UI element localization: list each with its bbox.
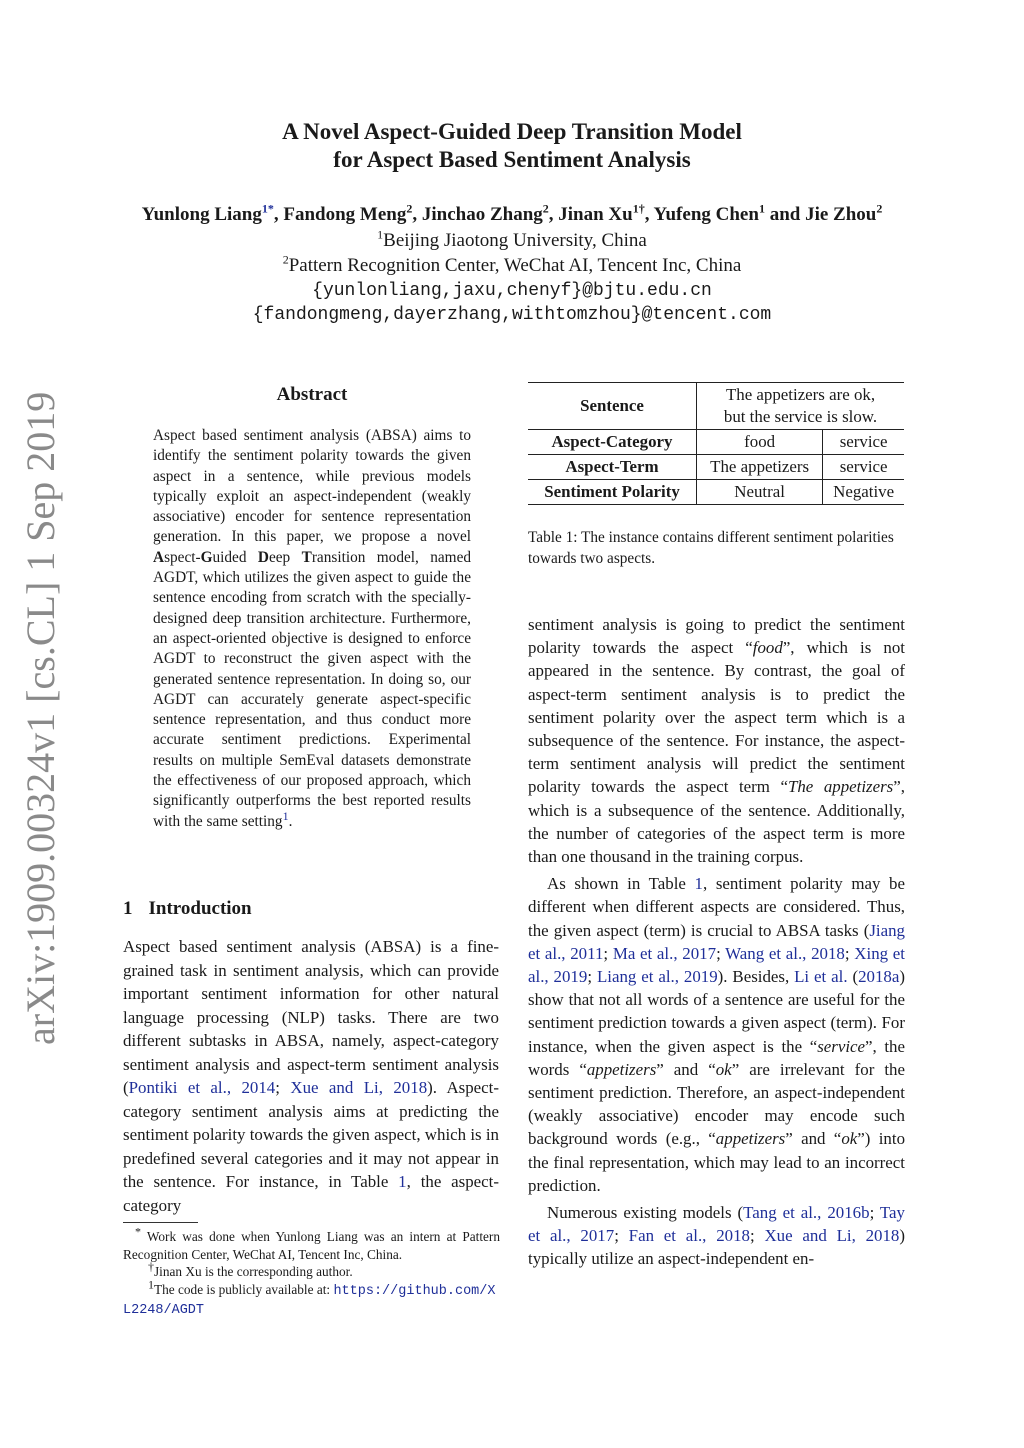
footnote-mark: 1	[148, 1277, 154, 1292]
author-sup: 2	[406, 201, 413, 216]
footnotes	[123, 1224, 500, 1320]
paragraph	[528, 872, 905, 1197]
table-cell: food	[697, 430, 823, 455]
table-row	[528, 480, 904, 505]
separator: ,	[412, 204, 422, 225]
footnote-mark: *	[135, 1224, 141, 1239]
separator: ,	[644, 204, 654, 225]
footnote-text: The code is publicly available at:	[154, 1281, 334, 1297]
body-text: sentiment analysis is going to predict the sentiment polarity towards the aspect “	[528, 615, 905, 658]
body-text: ) typically utilize an aspect-independent en-	[528, 1226, 905, 1269]
body-text: ” and “	[785, 1129, 842, 1149]
author-name: Yunlong Liang	[141, 204, 262, 225]
abstract-bold: T	[301, 548, 312, 566]
body-text: ) show that not all words of a sentence are useful for the sentiment prediction towards a given aspect (term). For instance, when the given aspect is the “	[528, 967, 905, 1056]
body-text: ;	[844, 943, 855, 963]
author-name: Fandong Meng	[283, 204, 407, 225]
body-text: Numerous existing models (	[547, 1203, 744, 1223]
paragraph	[528, 613, 905, 868]
author-name: Jinan Xu	[558, 204, 633, 225]
email-1: {yunlonliang,jaxu,chenyf}@bjtu.edu.cn	[312, 281, 712, 301]
body-text: ”, which is not appeared in the sentence. By contrast, the goal of aspect-term sentiment analysis is to predict the sentiment polarity over the aspect term which is a subsequence of the sentence. For instance, the aspect-term sentiment analysis will predict the sentiment polarity towards the aspect term “	[528, 638, 905, 797]
citation-link[interactable]: Xue and Li, 2018	[290, 1078, 428, 1097]
table-row-label: Aspect-Term	[528, 455, 697, 480]
body-text: (	[847, 967, 859, 987]
body-text: ”, which is a subsequence of the sentence. Additionally, the number of categories of the aspect term is more than one thousand in the training corpus.	[528, 777, 905, 867]
body-text: ;	[587, 967, 597, 987]
abstract-bold: G	[200, 548, 213, 566]
section-title: Introduction	[148, 898, 252, 919]
body-text: ;	[869, 1203, 880, 1223]
table-cell: The appetizers	[697, 455, 823, 480]
citation-link[interactable]: Jiang et al., 2011	[528, 920, 905, 963]
table-row	[528, 455, 904, 480]
author-name: Yufeng Chen	[653, 204, 759, 225]
citation-link[interactable]: Pontiki et al., 2014	[128, 1078, 276, 1097]
body-text: ). Aspect-category sentiment analysis aims at predicting the sentiment polarity towards the given aspect, which is in predefined several categories and it may not appear in the sentence. For instance, in Table	[123, 1078, 499, 1191]
author-name: Jie Zhou	[805, 204, 877, 225]
intro-left-paragraph	[123, 935, 499, 1217]
table-cell	[697, 383, 905, 430]
footnote-2	[123, 1259, 500, 1281]
body-text: , sentiment polarity may be different when different aspects are considered. Thus, the given aspect (term) is crucial to ABSA tasks (	[528, 874, 905, 940]
body-text: ”, the words “	[528, 1036, 905, 1079]
abstract-bold: A	[153, 548, 165, 566]
body-text: ). Besides,	[717, 967, 795, 987]
table-cell: Neutral	[697, 480, 823, 505]
citation-link[interactable]: Ma et al., 2017	[612, 943, 717, 963]
email-2: {fandongmeng,dayerzhang,withtomzhou}@tencent.com	[252, 305, 772, 325]
footnote-text: Jinan Xu is the corresponding author.	[154, 1264, 353, 1279]
body-text: ” are irrelevant for the sentiment prediction. Therefore, an aspect-independent (weakly associative) encoder may encode such background words (e.g., “	[528, 1059, 905, 1149]
citation-link[interactable]: Fan et al., 2018	[628, 1226, 750, 1246]
table-row-label: Sentence	[528, 383, 697, 430]
table-cell: service	[823, 455, 904, 480]
affiliation-sup: 2	[282, 252, 289, 267]
table-ref-link[interactable]: 1	[694, 874, 703, 894]
intro-right-column	[528, 613, 905, 1271]
author-sup: 2	[876, 201, 883, 216]
affiliation-text: Pattern Recognition Center, WeChat AI, Tencent Inc, China	[288, 255, 742, 276]
affiliation-sup: 1	[377, 227, 384, 242]
citation-link[interactable]: 2018a	[858, 967, 900, 987]
table-cell-line: The appetizers are ok,	[725, 385, 876, 404]
author-name: Jinchao Zhang	[421, 204, 543, 225]
citation-link[interactable]: Tang et al., 2016b	[743, 1203, 870, 1223]
body-italic: ok	[715, 1059, 732, 1079]
body-text: ;	[716, 943, 726, 963]
body-text: Aspect based sentiment analysis (ABSA) is a fine-grained task in sentiment analysis, which can provide important sentiment information for other natural language processing (NLP) tasks. There are two different subtasks in ABSA, namely, aspect-category sentiment analysis and aspect-term sentiment analysis (	[123, 937, 499, 1097]
author-sup: 1	[758, 201, 765, 216]
body-text: ;	[614, 1226, 629, 1246]
affiliation-text: Beijing Jiaotong University, China	[383, 230, 647, 251]
abstract-text	[153, 426, 471, 832]
author-sup: 1*	[261, 201, 274, 216]
table-1	[528, 382, 904, 505]
body-text: ;	[275, 1078, 291, 1097]
abstract-part: Aspect based sentiment analysis (ABSA) aims to identify the sentiment polarity towards the given aspect in a sentence, while previous models typically exploit an aspect-independent (weakly associative) encoder for sentence representation generation. In this paper, we propose a novel	[153, 427, 471, 546]
paper-title-line2: for Aspect Based Sentiment Analysis	[333, 147, 691, 172]
abstract-part: .	[288, 812, 293, 830]
footnote-text: Work was done when Yunlong Liang was an intern at Pattern Recognition Center, WeChat AI, Tencent Inc, China.	[123, 1229, 500, 1262]
body-italic: food	[752, 638, 783, 658]
abstract-part: uided	[212, 548, 258, 566]
citation-link[interactable]: Xing et al., 2019	[528, 943, 905, 987]
code-url-link[interactable]: https://github.com/XL2248/AGDT	[123, 1283, 496, 1318]
abstract-heading: Abstract	[276, 384, 348, 405]
body-italic: appetizers	[586, 1059, 657, 1079]
footnote-mark: †	[148, 1259, 154, 1274]
paper-title	[0, 118, 1024, 174]
body-italic: ok	[841, 1129, 858, 1149]
citation-link[interactable]: Wang et al., 2018	[725, 943, 845, 963]
author-list	[0, 201, 1024, 226]
arxiv-stamp: arXiv:1909.00324v1 [cs.CL] 1 Sep 2019	[18, 391, 63, 1045]
table-cell: Negative	[823, 480, 904, 505]
table-cell-line: but the service is slow.	[723, 407, 878, 426]
citation-link[interactable]: Li et al.	[794, 967, 848, 987]
body-italic: service	[817, 1036, 866, 1056]
author-sup: 1†	[632, 201, 645, 216]
table-row-label: Sentiment Polarity	[528, 480, 697, 505]
abstract-part: spect-	[164, 548, 201, 566]
table-row	[528, 430, 904, 455]
citation-link[interactable]: Xue and Li, 2018	[764, 1226, 900, 1246]
body-italic: appetizers	[715, 1129, 786, 1149]
abstract-part: eep	[268, 548, 291, 566]
table-row	[528, 383, 904, 430]
affiliation-2	[0, 252, 1024, 277]
author-sup: 2	[542, 201, 549, 216]
body-text: ;	[603, 943, 613, 963]
paper-title-line1: A Novel Aspect-Guided Deep Transition Model	[282, 119, 742, 144]
table-caption: Table 1: The instance contains different sentiment polarities towards two aspects.	[528, 529, 894, 567]
body-text: ” and “	[656, 1059, 716, 1079]
separator: ,	[548, 204, 559, 225]
paragraph	[528, 1201, 905, 1271]
body-text: , the aspect-category	[123, 1172, 499, 1215]
affiliation-1	[0, 227, 1024, 252]
table-cell: service	[823, 430, 904, 455]
table-row-label: Aspect-Category	[528, 430, 697, 455]
abstract-part: ransition model, named AGDT, which utilizes the given aspect to guide the sentence encoding from scratch with the specially-designed deep transition architecture. Furthermore, an aspect-oriented objective is designed to enforce AGDT to reconstruct the given aspect with the generated sentence representation. In doing so, our AGDT can accurately generate aspect-specific sentence representation, and thus conduct more accurate sentiment predictions. Experimental results on multiple SemEval datasets demonstrate the effectiveness of our proposed approach, which significantly outperforms the best reported results with the same setting	[153, 548, 472, 830]
citation-link[interactable]: Tay et al., 2017	[528, 1203, 905, 1246]
footnote-3	[123, 1277, 500, 1320]
body-text: ;	[749, 1226, 765, 1246]
separator: and	[764, 204, 806, 225]
footnote-1	[123, 1224, 500, 1263]
body-text: ”) into the final representation, which may lead to an incorrect prediction.	[528, 1129, 906, 1195]
separator: ,	[273, 204, 284, 225]
citation-link[interactable]: Liang et al., 2019	[596, 967, 718, 987]
section-number: 1	[123, 898, 133, 919]
table-ref-link[interactable]: 1	[398, 1172, 407, 1191]
section-heading	[123, 898, 268, 920]
footnote-link[interactable]: 1	[282, 808, 289, 823]
body-italic: The appetizers	[787, 777, 894, 797]
abstract-bold: D	[257, 548, 269, 566]
footnote-rule	[123, 1222, 198, 1223]
body-text: As shown in Table	[547, 874, 695, 894]
